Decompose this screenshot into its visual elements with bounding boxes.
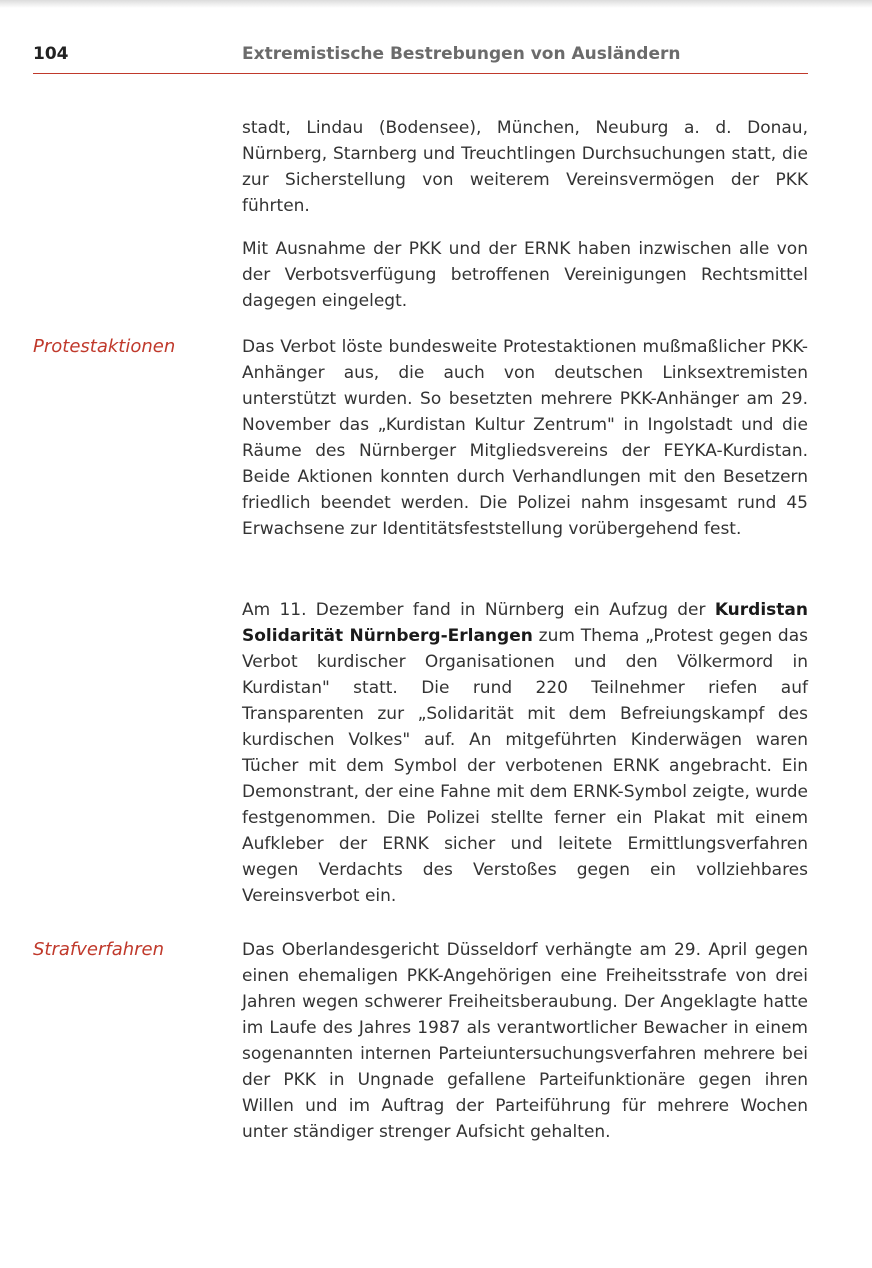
margin-note-protestaktionen: Protestaktionen [33,336,176,357]
paragraph-protestaktionen: Das Verbot löste bundesweite Protestaktionen mußmaßlicher PKK-Anhänger aus, die auch von deutschen Linksextremisten unterstützt wurden. So besetzten mehrere PKK-Anhänger am 29. November das „Kurdistan Kultur Zentrum" in Ingolstadt und die Räume des Nürnberger Mitgliedsvereins der FEYKA-Kurdistan. Beide Aktionen konnten durch Verhandlungen mit den Besetzern friedlich beendet werden. Die Polizei nahm insgesamt rund 45 Erwachsene zur Identitätsfeststellung vorübergehend fest. [242,337,808,539]
page-number: 104 [33,44,69,64]
paragraph-strafverfahren: Das Oberlandesgericht Düsseldorf verhängte am 29. April gegen einen ehemaligen PKK-Angehörigen eine Freiheitsstrafe von drei Jahren wegen schwerer Freiheitsberaubung. Der Angeklagte hatte im Laufe des Jahres 1987 als verantwortlicher Bewacher in einem sogenannten internen Parteiuntersuchungsverfahren mehrere bei der PKK in Ungnade gefallene Parteifunktionäre gegen ihren Willen und im Auftrag der Parteiführung für mehrere Wochen unter ständiger strenger Aufsicht gehalten. [242,940,808,1142]
margin-note-strafverfahren: Strafverfahren [33,939,165,960]
header-rule [33,73,808,74]
paragraph-durchsuchungen: stadt, Lindau (Bodensee), München, Neuburg a. d. Donau, Nürnberg, Starnberg und Treuchtlingen Durchsuchungen statt, die zur Sicherstellung von weiterem Vereinsvermögen der PKK führten. [242,118,808,216]
scan-top-shadow [0,0,872,8]
paragraph-rechtsmittel: Mit Ausnahme der PKK und der ERNK haben inzwischen alle von der Verbotsverfügung betroffenen Vereinigungen Rechtsmittel dagegen eingelegt. [242,239,808,311]
paragraph-aufzug-rest: zum Thema „Protest gegen das Verbot kurdischer Organisationen und den Völkermord in Kurdistan" statt. Die rund 220 Teilnehmer riefen auf Transparenten zur „Solidarität mit dem Befreiungskampf des kurdischen Volkes" auf. An mitgeführten Kinderwägen waren Tücher mit dem Symbol der verbotenen ERNK angebracht. Ein Demonstrant, der eine Fahne mit dem ERNK-Symbol zeigte, wurde festgenommen. Die Polizei stellte ferner ein Plakat mit einem Aufkleber der ERNK sicher und leitete Ermittlungsverfahren wegen Verdachts des Verstoßes gegen ein vollziehbares Vereinsverbot ein. [242,626,808,906]
organization-name-bold: Kurdistan Solidarität Nürnberg-Erlangen [242,600,808,646]
paragraph-aufzug [242,597,808,909]
running-head: Extremistische Bestrebungen von Ausländern [242,44,681,64]
paragraph-aufzug-lead: Am 11. Dezember fand in Nürnberg ein Aufzug der [242,600,715,620]
